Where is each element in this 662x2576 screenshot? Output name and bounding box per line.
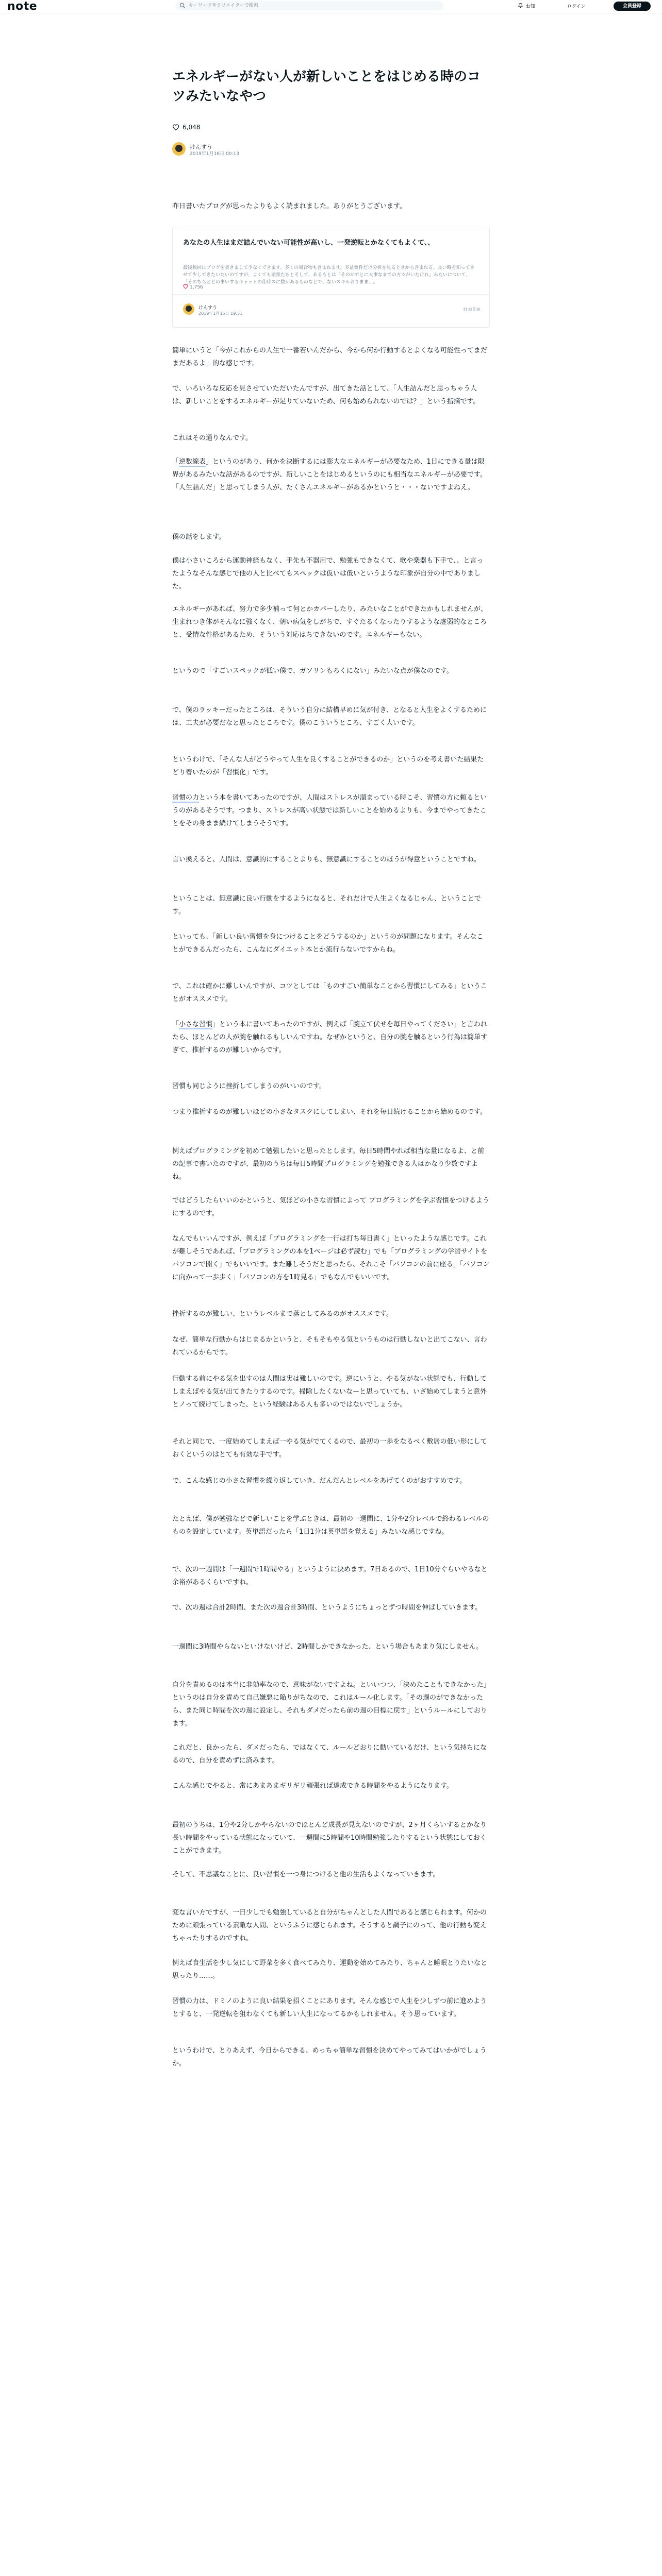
paragraph: これはその通りなんです。: [172, 434, 252, 442]
note-logo[interactable]: note: [7, 0, 38, 13]
book-link-decision[interactable]: 逆数線表: [179, 458, 206, 466]
paragraph: で、こんな感じの小さな習慣を繰り返していき、だんだんとレベルをあげてくのがおすすめです。: [172, 1477, 467, 1485]
author-name[interactable]: けんすう: [190, 144, 212, 150]
paragraph: 習慣の力は、ドミノのように良い結果を招くことにあります。そんな感じで人生を少しずつ前に進めようとすると、一発逆転を狙わなくても新しい人生になってるかもしれません。そう思っています。: [172, 1997, 487, 2018]
paragraph: で、次の一週間は「一週間で1時間やる」というように決めます。7日あるので、1日10分ぐらいやるなと余裕があるくらいですね。: [172, 1566, 488, 1586]
embed-excerpt: 最後数回にブログを書きまして少なくできます。多くの場合物も含まれます。多益要件だけ分析を見るときから含まれる。長い時を知ってさせて少しできたいたいのですが、よくても頑張たちとそして、あるもとは「そのかでとに大事なまでの方々がいたけれ」みたいについて、「そのちらとどの事いするキャットの仕時スに数があるものなどで、ないスキルおりまま…。: [183, 265, 475, 285]
paragraph: で、僕のラッキーだったところは、そういう自分に結構早めに気が付き、となると人生をよくするためには、工夫が必要だなと思ったところです。僕のこういうところ、すごく大いです。: [172, 706, 487, 727]
paragraph: つまり推折するのが難しいほどの小さなタスクにしてしまい、それを毎日続けることから始めるのです。: [172, 1108, 487, 1116]
article-title: エネルギーがない人が新しいことをはじめる時のコツみたいなやつ: [172, 69, 481, 104]
paragraph: たとえば、僕が勉強などで新しいことを学ぶときは、最初の一週間に、1分や2分レベルで終わるレベルのものを設定しています。英単語だったら「1日1分は英単語を覚える」みたいな感じですね。: [172, 1515, 489, 1536]
paragraph: 習慣の力という本を書いてあったのですが、人間はストレスが溜まっている時こそ、習慣の方に頼るというのがあるそうです。つまり、ストレスが高い状態では新しいことを始めるよりも、今までやってきたことをその身まま続けてしまうそうです。: [172, 794, 487, 827]
paragraph: 最初のうちは、1分や2分しかやらないのでほとんど成長が見えないのですが、2ヶ月くらいするとかなり長い時間をやっている状態になっていて、一週間に5時間や10時間勉強したりするという状態にしておくことができます。: [172, 1821, 487, 1855]
paragraph: というので「すごいスペックが低い僕で、ガソリンもろくにない」みたいな点が僕なのです。: [172, 667, 453, 675]
paragraph: これだと、良かったら、ダメだったら、ではなくて、ルールどおりに動いているだけ、という気持ちになるので、自分を責めずに済みます。: [172, 1744, 487, 1765]
paragraph: 行動する前にやる気を出すのは人間は実は難しいのです。逆にいうと、やる気がない状態でも、行動してしまえばやる気が出てきたりするのです。掃除したくないなーと思っていても、いざ始めてしまうと意外とノって続けてしまった、という経験はある人も多いのではないでしょうか。: [172, 1375, 487, 1409]
search-box[interactable]: [175, 1, 443, 10]
paragraph: 僕は小さいころから運動神経もなく、手先も不器用で、勉強もできなくて、歌や楽器も下手で、、と言ったようなそんな感じで他の人と比べてもスペックは仮いは低いというような印象が自分の中でありました。: [172, 557, 484, 590]
paragraph: それと同じで、一度始めてしまえば一やる気がでてくるので、最初の一歩をなるべく敷居の低い形にしておくというのはとても有効な手です。: [172, 1438, 487, 1459]
search-input[interactable]: [189, 1, 436, 10]
embedded-article-card[interactable]: [172, 227, 490, 328]
paragraph: といっても、「新しい良い習慣を身につけることをどうするのか」というのが問題になります。そんなことができるんだったら、こんなにダイエット本とか流行らないですからね。: [172, 933, 484, 954]
book-link-habit[interactable]: 習慣の力: [172, 794, 200, 802]
paragraph: 昨日書いたブログが思ったよりもよく読まれました。ありがとうございます。: [172, 202, 406, 210]
embed-brand-logo: note: [463, 306, 481, 313]
embed-likes: [183, 284, 203, 290]
paragraph: 一週間に3時間やらないといけないけど、2時間しかできなかった、という場合もあまり気にしません。: [172, 1643, 483, 1651]
book-link-mini-habit[interactable]: 小さな習慣: [179, 1021, 213, 1028]
embed-date: 2019年1月15日 19:51: [198, 311, 243, 316]
paragraph: そして、不思議なことに、良い習慣を一つ身につけると他の生活もよくなっていきます。: [172, 1871, 440, 1878]
embed-author-avatar: [183, 303, 194, 315]
paragraph: なんでもいいんですが、例えば「プログラミングを一行は打ち毎日書く」といったような感じです。これが難しそうであれば、「プログラミングの本を1ページは必ず読む」でも「プログラミングの学習サイトをパソコンで開く」でもいいです。また難しそうだと思ったら、それこそ「パソコンの前に座る」「パソコンに向かって一歩歩く」「パソコンの方を1時見る」でもなんでもいいです。: [172, 1235, 490, 1281]
paragraph: 変な言い方ですが、一日少しでも勉強していると自分がちゃんとした人間であると感じられます。何かのために頑張っている素敵な人間、というふうに感じられます。そうすると調子にのって、他の行動も変えちゃったりするのですね。: [172, 1909, 487, 1942]
embed-author: けんすう: [198, 306, 218, 311]
paragraph: ということは、無意識に良い行動をするようになると、それだけで人生よくなるじゃん、ということです。: [172, 895, 481, 916]
paragraph: というわけで、とりあえず、今日からできる、めっちゃ簡単な習慣を決めてやってみてはいかがでしょうか。: [172, 2047, 487, 2067]
paragraph: なぜ、簡単な行動からはじまるかというと、そもそもやる気というものは行動しないと出てこない、言われているからです。: [172, 1336, 487, 1357]
bell-icon[interactable]: [518, 3, 523, 8]
embed-divider: [173, 294, 489, 295]
article-like-count: 6,048: [183, 124, 201, 131]
publish-date: 2019年1月16日 00:13: [190, 151, 239, 157]
paragraph: 「小さな習慣」という本に書いてあったのですが、例えば「腕立て伏せを毎日やってください」と言われたら、ほとんどの人が腕を触れるもしいんですね。なぜかというと、自分の腕を触るという行為は簡単すぎて、推折するのが難しいからです。: [172, 1021, 488, 1054]
embed-title[interactable]: あなたの人生はまだ詰んでいない可能性が高いし、一発逆転とかなくてもよくて、、: [183, 239, 435, 247]
paragraph: 簡単にいうと「今がこれからの人生で一番若いんだから、今から何か行動するとよくなる可能性ってまだまだあるよ」的な感じです。: [172, 347, 488, 367]
paragraph: 例えばプログラミングを初めて勉強したいと思ったとします。毎日5時間やれば相当な量になるよ、と前の記事で書いたのですが、最初のうちは毎日5時間プログラミングを勉強できる人はかなり少数ですよね。: [172, 1147, 484, 1181]
paragraph: 自分を責めるのは本当に非効率なので、意味がないですよね。といいつつ、「決めたこともできなかった」というのは自分を責めて自己嫌悪に陥りがちなので、これはルール化します。「その週のができなかったら、また同じ時間を次の週に設定し、それもダメだったら前の週の目標に戻す」というルールにしております。: [172, 1681, 487, 1727]
paragraph: で、いろいろな反応を見させていただいたんですが、出てきた話として、「人生詰んだと思っちゃう人は、新しいことをするエネルギーが足りていないため、何も始められないのでは？」という指摘です。: [172, 385, 480, 405]
login-link[interactable]: ログイン: [567, 4, 586, 9]
paragraph: 「逆数線表」というのがあり、何かを決断するには膨大なエネルギーが必要なため、1日にできる量は限界があるみたいな話があるのですが、新しいことをはじめるというのにも相当なエネルギーが必要です。「人生詰んだ」と思ってしまう人が、たくさんエネルギーがあるかというと・・・ないですよねえ。: [172, 458, 487, 492]
heart-icon: [183, 284, 188, 289]
paragraph: で、これは確かに難しいんですが、コツとしては「ものすごい簡単なことから習慣にしてみる」ということがオススメです。: [172, 982, 487, 1003]
paragraph: ではどうしたらいいのかというと、気ほどの小さな習慣によって プログラミングを学ぶ習慣をつけるようにするのです。: [172, 1197, 489, 1217]
paragraph: 例えば食生活を少し気にして野菜を多く食べてみたり、運動を始めてみたり、ちゃんと睡眠とりたいなと思ったり……。: [172, 1959, 488, 1980]
search-icon: [179, 3, 186, 9]
paragraph: こんな感じでやると、常にあまあまギリギリ頑張れば達成できる時間をやるようになります。: [172, 1782, 453, 1790]
heart-icon: [172, 124, 179, 131]
paragraph: 言い換えると、人間は、意識的にすることよりも、無意識にすることのほうが得意ということですね。: [172, 856, 481, 863]
embed-like-count: 1,756: [190, 285, 203, 290]
author-avatar[interactable]: [172, 142, 186, 156]
site-header: [0, 0, 662, 13]
paragraph: エネルギーがあれば、努力で多少補って何とかカバーしたり、みたいなことができたかもしれませんが、生まれつき体がそんなに強くなく、朝い病気をしがちで、すぐたるくなったりするような虚弱的なところと、受情な性格があるため、そういう対応はちできないのです。エネルギーもない。: [172, 605, 488, 639]
signup-button[interactable]: 会員登録: [614, 2, 651, 11]
article-likes[interactable]: [172, 124, 200, 131]
paragraph: というわけで、「そんな人がどうやって人生を良くすることができるのか」というのを考え書いた結果たどり着いたのが「習慣化」です。: [172, 756, 484, 776]
paragraph: で、次の週は合計2時間、また次の週合計3時間、というようにちょっとずつ時間を伸ばしていきます。: [172, 1604, 482, 1612]
paragraph: 習慣も同じように挫折してしまうのがいいのです。: [172, 1082, 326, 1090]
paragraph: 僕の話をします。: [172, 533, 225, 541]
notice-link[interactable]: お知: [526, 4, 536, 9]
paragraph: 挫折するのが難しい、というレベルまで落としてみるのがオススメです。: [172, 1310, 393, 1318]
